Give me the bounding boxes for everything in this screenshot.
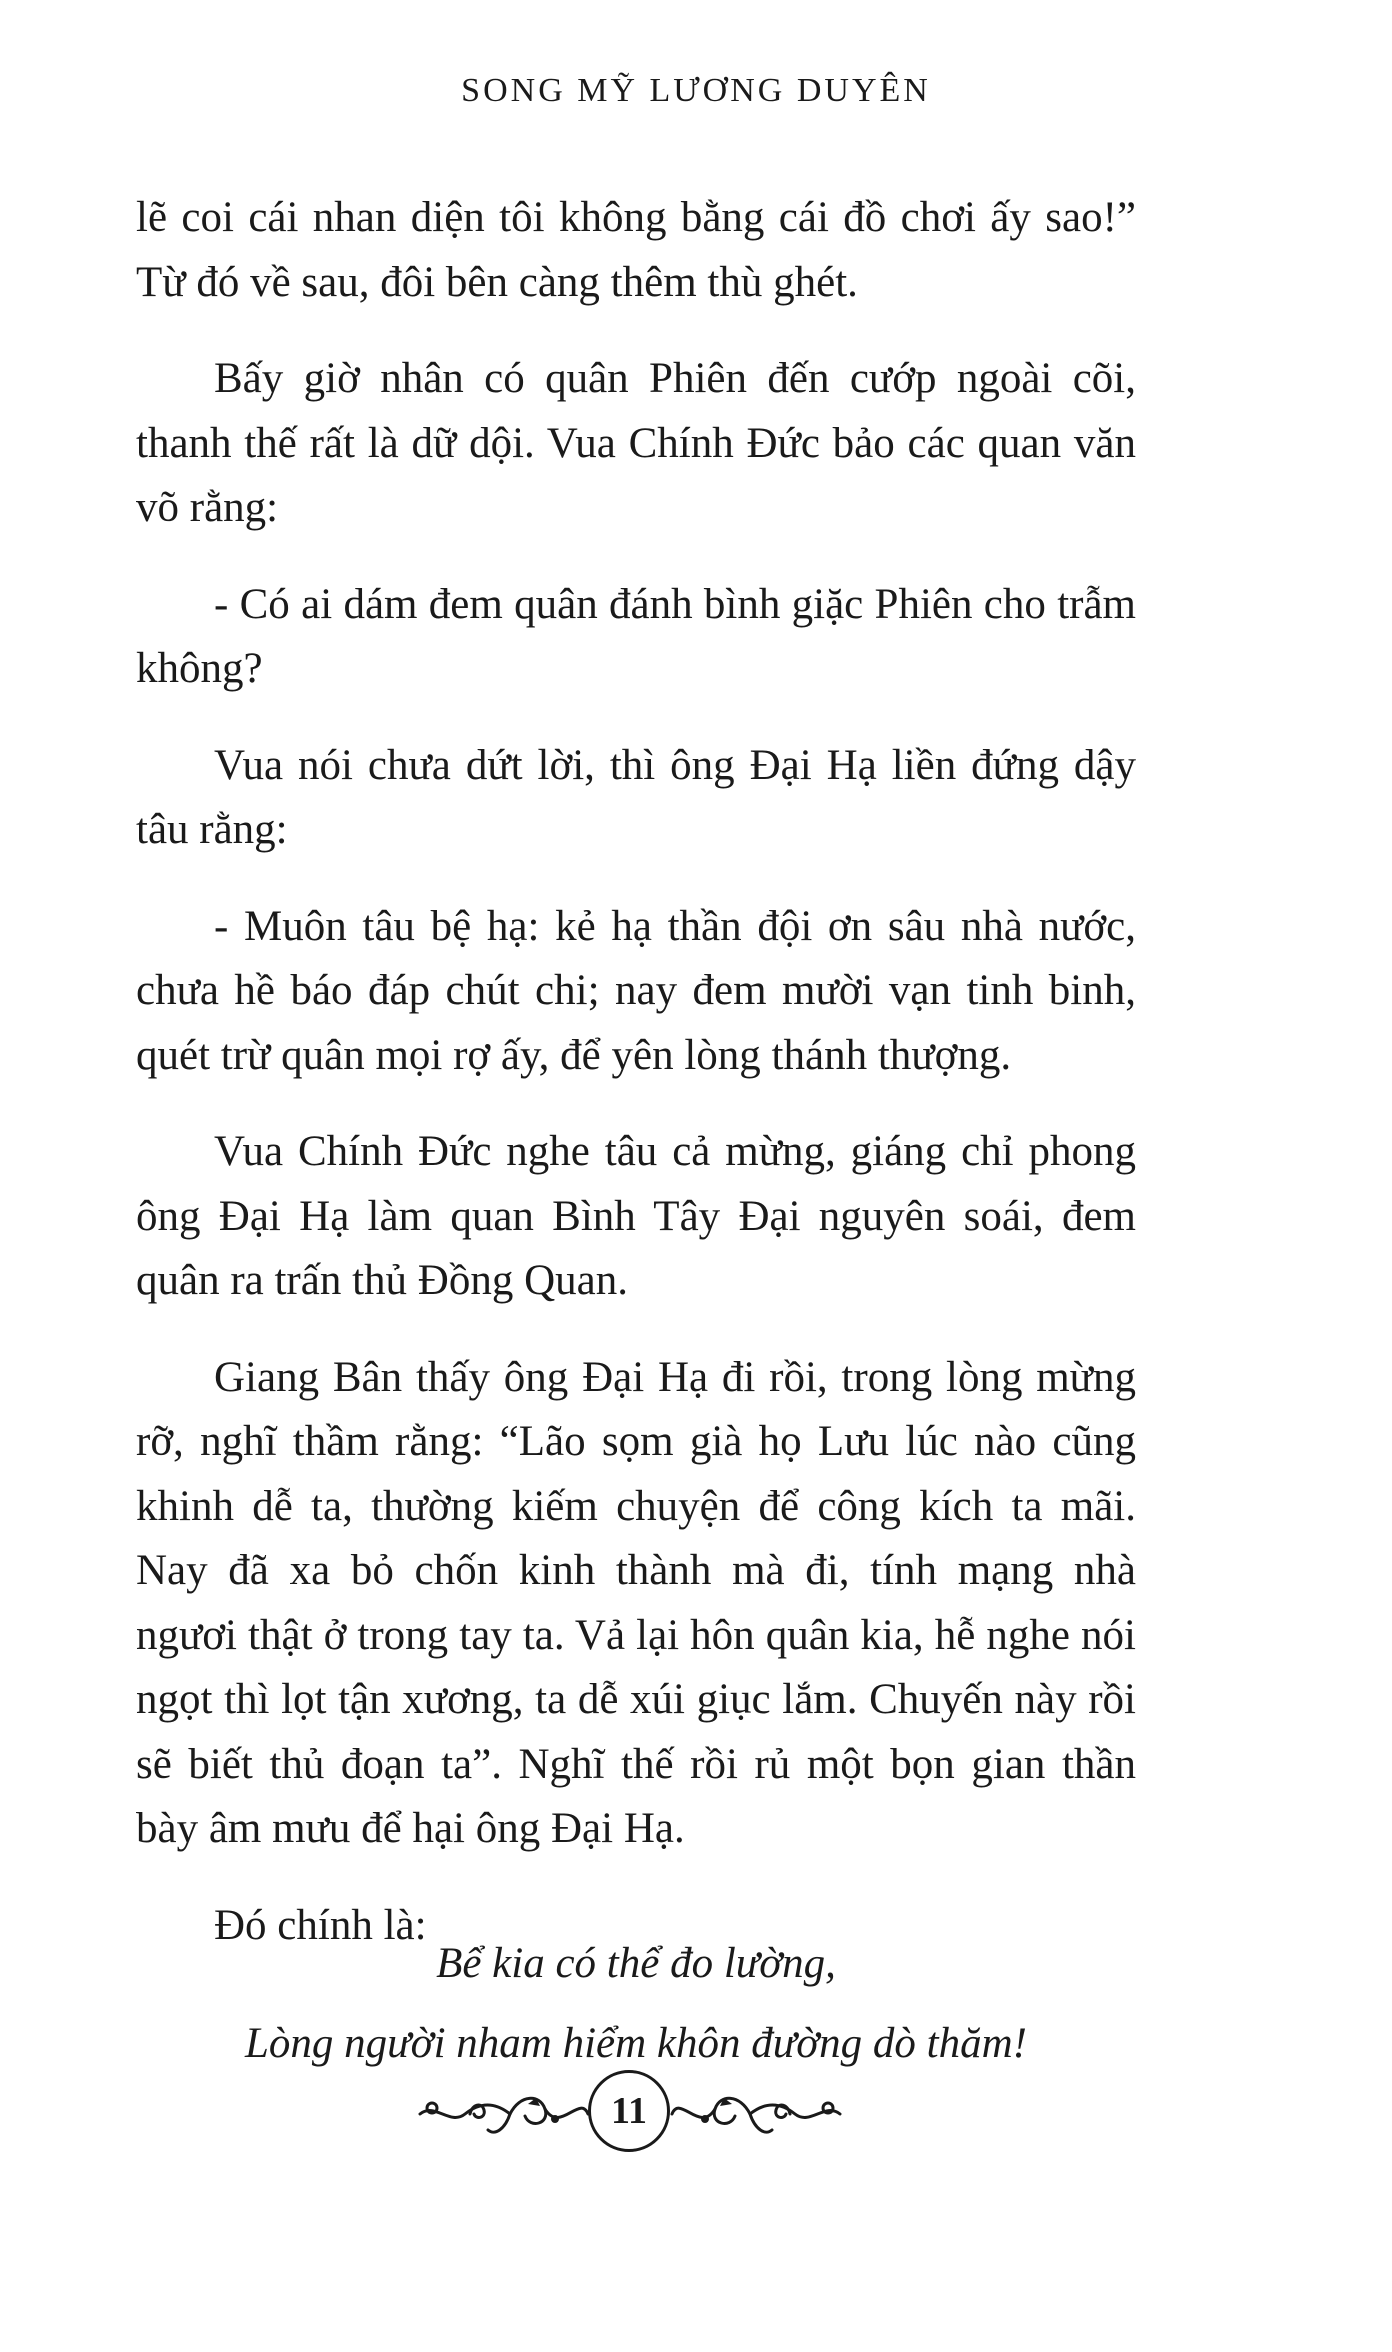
verse-line-2: Lòng người nham hiểm khôn đường dò thăm! [245, 2020, 1027, 2067]
dialogue-paragraph: - Có ai dám đem quân đánh bình giặc Phiên cho trẫm không? [136, 580, 1136, 692]
paragraph-continued: lẽ coi cái nhan diện tôi không bằng cái đồ chơi ấy sao!” Từ đó về sau, đôi bên càng thêm thù ghét. [136, 194, 1136, 306]
dialogue-paragraph: - Muôn tâu bệ hạ: kẻ hạ thần đội ơn sâu nhà nước, chưa hề báo đáp chút chi; nay đem mười vạn tinh binh, quét trừ quân mọi rợ ấy, để yên lòng thánh thượng. [136, 902, 1136, 1079]
paragraph: Đó chính là: [214, 1901, 427, 1949]
paragraph: Vua nói chưa dứt lời, thì ông Đại Hạ liền đứng dậy tâu rằng: [136, 741, 1136, 853]
body-text [136, 186, 1136, 1990]
verse-line-1: Bể kia có thể đo lường, [436, 1940, 836, 1987]
running-header: SONG MỸ LƯƠNG DUYÊN [461, 72, 931, 109]
verse-couplet [136, 1924, 1136, 2084]
page-number: 11 [588, 2070, 670, 2152]
paragraph: Vua Chính Đức nghe tâu cả mừng, giáng chỉ phong ông Đại Hạ làm quan Bình Tây Đại nguyên soái, đem quân ra trấn thủ Đồng Quan. [136, 1128, 1136, 1304]
paragraph: Giang Bân thấy ông Đại Hạ đi rồi, trong lòng mừng rỡ, nghĩ thầm rằng: “Lão sọm già họ Lưu lúc nào cũng khinh dễ ta, thường kiếm chuyện để công kích ta mãi. Nay đã xa bỏ chốn kinh thành mà đi, tính mạng nhà ngươi thật ở trong tay ta. Vả lại hôn quân kia, hễ nghe nói ngọt thì lọt tận xương, ta dễ xúi giục lắm. Chuyến này rồi sẽ biết thủ đoạn ta”. Nghĩ thế rồi rủ một bọn gian thần bày âm mưu để hại ông Đại Hạ. [136, 1353, 1136, 1852]
paragraph: Bấy giờ nhân có quân Phiên đến cướp ngoài cõi, thanh thế rất là dữ dội. Vua Chính Đức bảo các quan văn võ rằng: [136, 355, 1136, 531]
